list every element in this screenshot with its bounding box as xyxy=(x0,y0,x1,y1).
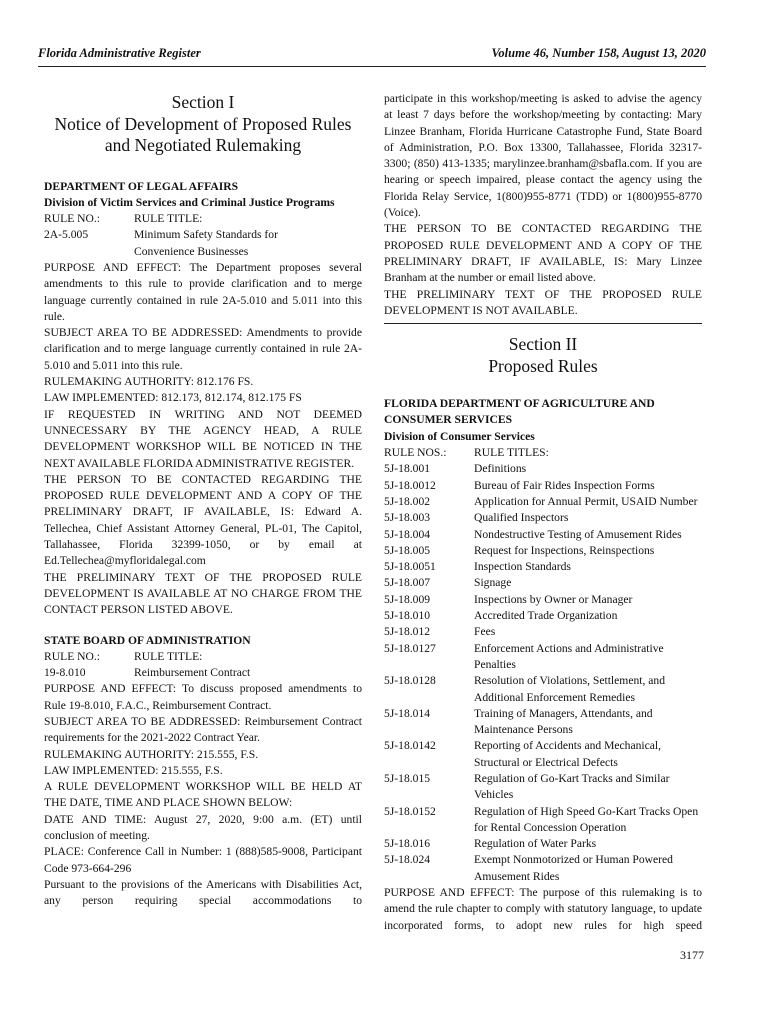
notice-2-rule-table xyxy=(44,649,362,682)
rule-row xyxy=(384,641,702,674)
rule-number: 5J-18.009 xyxy=(384,592,431,606)
rule-nos-label: RULE NOS.: xyxy=(384,446,447,460)
rule-title: Definitions xyxy=(474,462,527,476)
right-column xyxy=(384,91,702,934)
rule-title: Exempt Nonmotorized or Human Powered Amusement Rides xyxy=(474,853,673,883)
rule-row xyxy=(384,706,702,739)
rule-no-label: RULE NO.: xyxy=(44,212,101,226)
rule-number: 5J-18.012 xyxy=(384,625,431,639)
notice-2-paragraph: SUBJECT AREA TO BE ADDRESSED: Reimbursement Contract requirements for the 2021-2022 Contract Year. xyxy=(44,715,362,745)
rule-title: Training of Managers, Attendants, and Maintenance Persons xyxy=(474,706,653,737)
rule-title-label: RULE TITLE: xyxy=(134,212,203,226)
notice-2-paragraph: PURPOSE AND EFFECT: To discuss proposed amendments to Rule 19-8.010, F.A.C., Reimbursement Contract. xyxy=(44,682,362,712)
rule-title: Nondestructive Testing of Amusement Rides xyxy=(474,527,682,541)
rule-number: 5J-18.0152 xyxy=(384,804,436,818)
rule-number: 5J-18.0051 xyxy=(384,560,436,574)
rule-title: Application for Annual Permit, USAID Number xyxy=(474,494,698,508)
notice-1-rule-table xyxy=(44,211,362,260)
notice-1-agency: DEPARTMENT OF LEGAL AFFAIRS xyxy=(44,179,239,193)
rule-row xyxy=(384,624,702,640)
rule-title: Inspection Standards xyxy=(474,560,571,574)
rule-row xyxy=(384,673,702,706)
publication-title: Florida Administrative Register xyxy=(38,46,201,60)
section-2-heading xyxy=(384,334,702,377)
rule-number: 5J-18.0142 xyxy=(384,739,436,753)
rule-title: Request for Inspections, Reinspections xyxy=(474,543,655,557)
rule-number: 5J-18.004 xyxy=(384,527,431,541)
notice-1-division: Division of Victim Services and Criminal Justice Programs xyxy=(44,195,335,209)
rule-titles-label: RULE TITLES: xyxy=(474,446,549,460)
rule-title: Regulation of High Speed Go-Kart Tracks Open for Rental Concession Operation xyxy=(474,804,699,834)
rule-row xyxy=(384,478,702,494)
rule-row xyxy=(384,738,702,771)
notice-2-paragraph: RULEMAKING AUTHORITY: 215.555, F.S. xyxy=(44,747,259,761)
rule-row xyxy=(384,836,702,852)
section-1-heading xyxy=(44,92,362,157)
rule-no: 19-8.010 xyxy=(44,666,86,680)
left-column xyxy=(44,90,362,910)
rule-title: Minimum Safety Standards for Convenience Businesses xyxy=(134,228,278,258)
rule-title: Resolution of Violations, Settlement, and Additional Enforcement Remedies xyxy=(474,674,666,704)
notice-2-paragraph: Pursuant to the provisions of the Americans with Disabilities Act, any person requiring special accommodations to xyxy=(44,877,362,908)
rule-row xyxy=(384,559,702,575)
rule-title: Reimbursement Contract xyxy=(134,666,251,680)
rule-title: Regulation of Water Parks xyxy=(474,837,597,851)
notice-1-paragraph: IF REQUESTED IN WRITING AND NOT DEEMED UNNECESSARY BY THE AGENCY HEAD, A RULE DEVELOPMENT WORKSHOP WILL BE NOTICED IN THE NEXT AVAILABLE FLORIDA ADMINISTRATIVE REGISTER. xyxy=(44,407,362,470)
section-2-line-2: Proposed Rules xyxy=(488,355,598,376)
section-2-line-1: Section II xyxy=(508,334,578,355)
rule-title: Regulation of Go-Kart Tracks and Similar Vehicles xyxy=(474,771,670,802)
rule-row xyxy=(384,527,702,543)
rule-number: 5J-18.0128 xyxy=(384,674,436,688)
page-number: 3177 xyxy=(680,948,704,962)
notice-1-paragraph: THE PRELIMINARY TEXT OF THE PROPOSED RULE DEVELOPMENT IS AVAILABLE AT NO CHARGE FROM THE CONTACT PERSON LISTED ABOVE. xyxy=(44,570,362,617)
rule-row xyxy=(384,852,702,885)
notice-3-purpose: PURPOSE AND EFFECT: The purpose of this rulemaking is to amend the rule chapter to comply with statutory language, to update incorporated forms, to adopt new rules for high speed xyxy=(384,886,702,932)
rule-number: 5J-18.003 xyxy=(384,511,431,525)
rule-title: Fees xyxy=(474,625,496,639)
rule-row xyxy=(384,510,702,526)
rule-number: 5J-18.007 xyxy=(384,576,431,590)
rule-row xyxy=(384,804,702,837)
notice-2-paragraph: PLACE: Conference Call in Number: 1 (888)585-9008, Participant Code 973-664-296 xyxy=(44,845,362,875)
rule-row xyxy=(384,771,702,804)
notice-2-paragraph: DATE AND TIME: August 27, 2020, 9:00 a.m. (ET) until conclusion of meeting. xyxy=(44,812,362,843)
rule-row xyxy=(384,543,702,559)
rule-title: Reporting of Accidents and Mechanical, Structural or Electrical Defects xyxy=(474,739,662,769)
rule-title-label: RULE TITLE: xyxy=(134,649,203,663)
rule-row xyxy=(384,592,702,608)
notice-1-paragraph: PURPOSE AND EFFECT: The Department proposes several amendments to this rule to provide clarification and to merge language currently contained in rule 2A-5.010 and 5.011 into this rule. xyxy=(44,260,362,323)
notice-3-rule-table xyxy=(384,445,702,885)
rule-no: 2A-5.005 xyxy=(44,228,89,242)
page-header xyxy=(38,44,706,67)
rule-number: 5J-18.014 xyxy=(384,706,431,720)
notice-1-paragraph: THE PERSON TO BE CONTACTED REGARDING THE PROPOSED RULE DEVELOPMENT AND A COPY OF THE PRELIMINARY DRAFT, IF AVAILABLE, IS: Edward A. Tellechea, Chief Assistant Attorney General, PL-01, The Capitol, Tallahassee, Florida 32399-1050, or by email at Ed.Tellechea@myfloridalegal.com xyxy=(44,472,362,568)
notice-1-paragraph: LAW IMPLEMENTED: 812.173, 812.174, 812.175 FS xyxy=(44,391,302,405)
rule-number: 5J-18.001 xyxy=(384,462,431,476)
rule-title: Qualified Inspectors xyxy=(474,511,569,525)
rule-row xyxy=(384,608,702,624)
rule-title: Bureau of Fair Rides Inspection Forms xyxy=(474,478,655,492)
section-divider xyxy=(384,323,702,324)
section-1-line-3: and Negotiated Rulemaking xyxy=(104,135,302,155)
rule-number: 5J-18.0127 xyxy=(384,641,436,655)
continuation-paragraph: THE PRELIMINARY TEXT OF THE PROPOSED RULE DEVELOPMENT IS NOT AVAILABLE. xyxy=(384,287,702,317)
rule-title: Enforcement Actions and Administrative Penalties xyxy=(474,641,664,671)
continuation-paragraph: THE PERSON TO BE CONTACTED REGARDING THE PROPOSED RULE DEVELOPMENT AND A COPY OF THE PRELIMINARY DRAFT, IF AVAILABLE, IS: Mary Linzee Branham at the number or email listed above. xyxy=(384,222,702,285)
rule-no-label: RULE NO.: xyxy=(44,649,101,663)
notice-1-paragraph: SUBJECT AREA TO BE ADDRESSED: Amendments to provide clarification and to merge language currently contained in rule 2A-5.010 and 5.011 into this rule. xyxy=(44,326,362,372)
section-1-line-1: Section I xyxy=(171,92,235,112)
notice-3-agency: FLORIDA DEPARTMENT OF AGRICULTURE AND CONSUMER SERVICES xyxy=(384,397,655,427)
rule-row xyxy=(384,494,702,510)
notice-2-paragraph: LAW IMPLEMENTED: 215.555, F.S. xyxy=(44,763,223,777)
notice-2-paragraph: A RULE DEVELOPMENT WORKSHOP WILL BE HELD AT THE DATE, TIME AND PLACE SHOWN BELOW: xyxy=(44,780,362,810)
notice-3-division: Division of Consumer Services xyxy=(384,429,535,443)
section-1-line-2: Notice of Development of Proposed Rules xyxy=(54,113,352,134)
rule-number: 5J-18.002 xyxy=(384,494,431,508)
rule-number: 5J-18.015 xyxy=(384,771,431,785)
notice-2-agency: STATE BOARD OF ADMINISTRATION xyxy=(44,633,251,647)
rule-number: 5J-18.005 xyxy=(384,543,431,557)
notice-1-paragraph: RULEMAKING AUTHORITY: 812.176 FS. xyxy=(44,375,254,389)
rule-number: 5J-18.0012 xyxy=(384,478,436,492)
rule-row xyxy=(384,575,702,591)
rule-number: 5J-18.016 xyxy=(384,837,431,851)
rule-title: Signage xyxy=(474,576,512,590)
rule-number: 5J-18.010 xyxy=(384,609,431,623)
continuation-paragraph: participate in this workshop/meeting is asked to advise the agency at least 7 days before the workshop/meeting by contacting: Mary Linzee Branham, Florida Hurricane Catastrophe Fund, State Board of Administration, P.O. Box 13300, Tallahassee, Florida 32317-3300; (850) 413-1335; marylinzee.branham@sbafla.com. If you are hearing or speech impaired, please contact the agency using the Florida Relay Service, 1(800)955-8771 (TDD) or 1(800)955-8770 (Voice). xyxy=(384,92,702,220)
rule-title: Accredited Trade Organization xyxy=(474,609,618,623)
rule-row xyxy=(384,461,702,477)
volume-issue-date: Volume 46, Number 158, August 13, 2020 xyxy=(491,46,706,60)
rule-number: 5J-18.024 xyxy=(384,853,431,867)
rule-title: Inspections by Owner or Manager xyxy=(474,592,633,606)
